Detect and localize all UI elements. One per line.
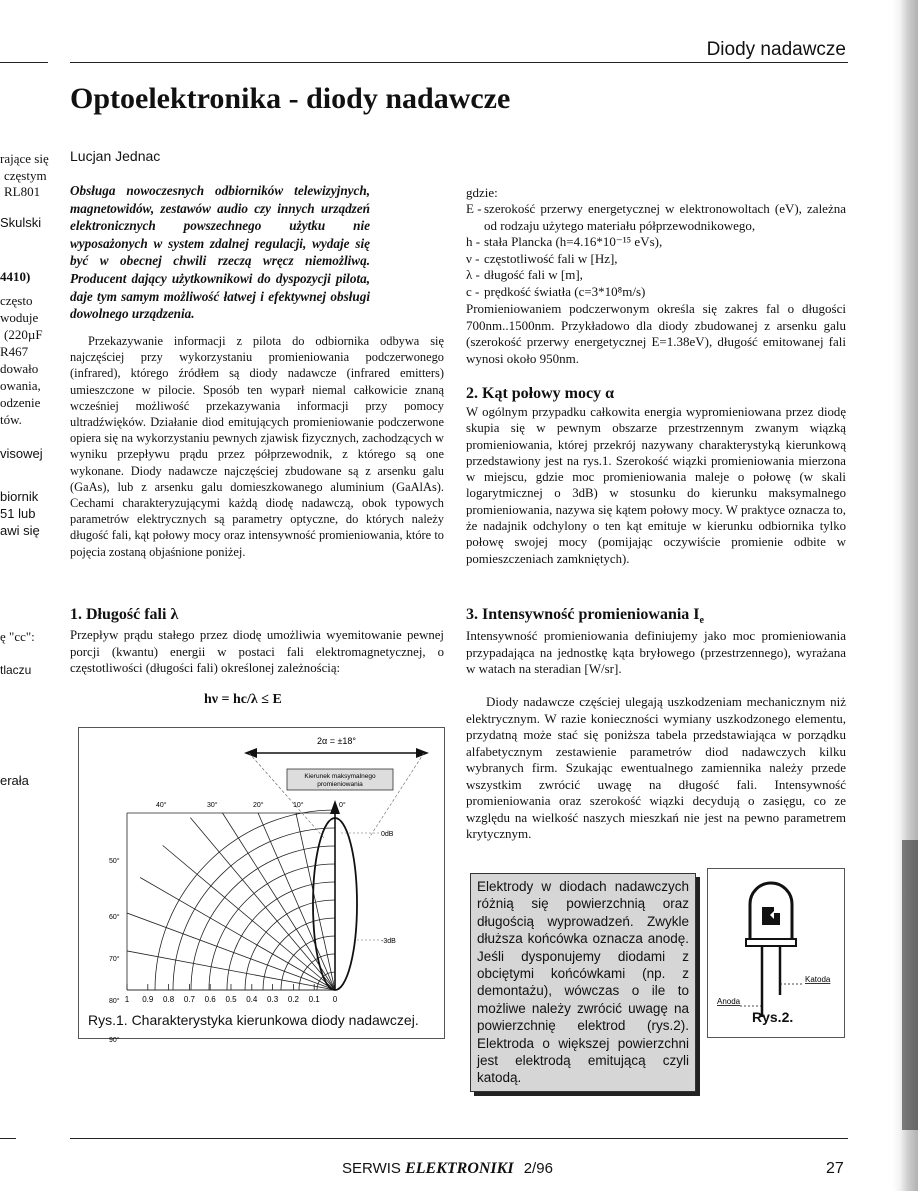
figure-1-caption: Rys.1. Charakterystyka kierunkowa diody nadawczej. [88,1012,419,1028]
max-direction-label-1: Kierunek maksymalnego [304,773,376,780]
symbol-h [466,234,846,251]
section-2-heading: 2. Kąt połowy mocy α [466,385,615,402]
symbol-key: E - [466,201,482,216]
footer-magazine-elektroniki: ELEKTRONIKI [405,1160,514,1177]
bottom-tick-label: 0.3 [267,995,279,1004]
directional-chart [79,728,444,1044]
section-3-title: 3. Intensywność promieniowania I [466,606,700,623]
max-direction-label-2: promieniowania [317,781,363,788]
margin-fragment: częstym [4,168,47,183]
margin-fragment: woduje [0,310,39,325]
symbol-c [466,284,846,301]
symbol-key: h - [466,234,481,249]
anode-label: Anoda [717,997,741,1006]
arrowhead-right-icon [416,748,429,758]
bottom-tick-label: 0 [332,995,338,1004]
bottom-tick-label: 0.2 [287,995,299,1004]
section-3-subscript: e [699,615,704,627]
bottom-tick-label: 0.6 [204,995,216,1004]
left-angle-label: 90° [109,1037,120,1044]
left-angle-label: 80° [109,998,120,1005]
section-3-text: Intensywność promieniowania definiujemy jako moc promieniowania przypadająca na jednostkę kąta bryłowego (przestrzennego), wyrażana w watach na steradian [W/sr]. [466,628,846,676]
footer-magazine-serwis: SERWIS [342,1160,406,1177]
margin-fragment: odzenie [0,395,41,410]
author: Lucjan Jednac [70,148,161,164]
diode-base [746,939,796,946]
section-2-text: W ogólnym przypadku całkowita energia wypromieniowana przez diodę skupia się w pewnym obszarze przestrzennym zwanym wiązką promieniowania, której przekrój nazywany charakterystyką kierunkową przedstawiony jest na rys.1. Szerokość wiązki promieniowania mierzona w miejscu, gdzie moc promieniowania maleje o połowę (w skali logarytmicznej o 3dB) w stosunku do kierunku maksymalnego promieniowania, nazywa się kątem połowy mocy. W praktyce oznacza to, że nadajnik odchylony o ten kąt emituje w kierunku odbiornika tylko połowę swojej mocy (pomijając oczywiście promienie odbite w pomieszczeniach zamkniętych). [466,405,846,566]
top-angle-label: 10° [293,802,304,809]
margin-fragment: (220µF [4,327,43,342]
section-3-text-2: Diody nadawcze częściej ulegają uszkodzeniam mechanicznym niż elektrycznym. W razie konieczności wymiany uszkodzonego elementu, przydatną może stać się poniższa tabela przedstawiająca w porządku alfabetycznym zestawienie parametrów diod nadawczych kilku wybranych firm. Szukając ewentualnego zamiennika należy przede wszystkim zwrócić uwagę na długość fali. Intensywność promieniowania oraz szerokość wiązki decydują o zasięgu, co ze względu na wielkość naszych mieszkań nie jest na pewno parametrem krytycznym. [466,694,846,841]
footer-issue: 2/96 [523,1160,553,1177]
margin-fragment: 51 lub [0,506,36,521]
margin-fragment: często [0,293,33,308]
tip-box: Elektrody w diodach nadawczych różnią się powierzchnią oraz długością wyprowadzeń. Zwykle dłuższa końcówka oznacza anodę. Jeśli dysponujemy diodami z obciętymi końcówkami (np. z demontażu), wówczas o ile to możliwe należy zwrócić uwagę na powierzchnię elektrod (rys.2). Elektroda o większej powierzchni jest elektrodą emitującą czyli katodą. [470,873,696,1092]
top-angle-label: 30° [207,802,218,809]
bottom-tick-label: 0.7 [183,995,195,1004]
header-rule-left [0,62,48,63]
margin-fragment: ę "cc": [0,629,35,644]
grid-radial [140,878,335,991]
intro-text: Przekazywanie informacji z pilota do odbiornika odbywa się najczęściej przy wykorzystaniu promieniowania podczerwonego (infrared), którego źródłem są diody nadawcze (infrared emitters) umieszczone w pilocie. Sposób ten wyparł niemal całkowicie znaną wcześniej możliwość przekazywania informacji przy pomocy ultradźwięków. Działanie diod emitujących promieniowanie podczerwone opiera się na wykorzystaniu pewnych zjawisk fizycznych, zachodzących w wyniku przepływu prądu przez półprzewodnik, z którego są one wykonane. Diody nadawcze najczęściej zbudowane są z arsenku galu (GaAs), lub z arsenku galu domieszkowanego aluminium (GaAlAs). Cechami charakteryzującymi każdą diodę nadawczą, obok typowych parametrów elektrycznych są parametry optyczne, do których należy długość fali, kąt połowy mocy oraz intensywność promieniowania, które to pojęcia zostaną objaśnione poniżej. [70,334,444,559]
symbol-desc: stała Plancka (h=4.16*10⁻¹⁵ eVs), [484,234,663,249]
page-number: 27 [826,1160,844,1177]
grid-arc [281,936,335,990]
grid-arc [227,882,335,990]
margin-fragment: R467 [0,344,29,359]
symbol-nu [466,251,846,268]
margin-fragment: erała [0,773,29,788]
bottom-tick-label: 0.1 [308,995,320,1004]
margin-fragment: rające się [0,151,49,166]
intro-paragraph [70,333,444,560]
formula: hν = hc/λ ≤ E [204,692,282,707]
where-label: gdzie: [466,185,498,200]
lead-paragraph: Obsługa nowoczesnych odbiorników telewizyjnych, magnetowidów, zestawów audio czy innych urządzeń elektronicznych powszechnego użytku nie wyposażonych w system zdalnej regulacji, wydaje się być w obecnej chwili rzeczą wręcz niemożliwą. Producent dający użytkownikowi do dyspozycji pilota, daje tym samym możliwość łatwej i efektywnej obsługi dowolnego urządzenia. [70,183,370,322]
top-angle-label: 40° [156,802,167,809]
left-angle-label: 50° [109,858,120,865]
bottom-tick-label: 0.8 [163,995,175,1004]
symbol-e [466,201,846,234]
beam-edge-right [369,753,424,838]
scan-edge-dark [902,840,918,1130]
cathode-label: Katoda [805,975,831,984]
label-0db: 0dB [381,831,394,838]
section-1-heading: 1. Długość fali λ [70,606,179,623]
margin-fragment: owania, [0,378,41,393]
footer-rule [70,1138,848,1139]
section-1-text: Przepływ prądu stałego przez diodę umożliwia wyemitowanie pewnej porcji (kwantu) energii w postaci fali elektromagnetycznej, o częstotliwości (długości fali) określonej zależnością: [70,628,444,675]
grid-radial [296,813,335,990]
symbol-key: ν - [466,250,480,266]
page-title: Optoelektronika - diody nadawcze [70,82,511,115]
angle-label: 2α = ±18° [317,736,357,746]
symbol-desc: szerokość przerwy energetycznej w elektronowoltach (eV), zależna od rodzaju użytego materiału półprzewodnikowego, [484,201,846,233]
grid-arc [209,864,335,990]
figure-2-caption: Rys.2. [752,1009,794,1025]
symbol-lambda [466,267,846,284]
label-3db: -3dB [381,938,396,945]
section-3-heading [466,606,704,626]
footer-rule-left [0,1138,16,1139]
margin-fragment: RL801 [4,184,41,199]
symbol-key: λ - [466,267,480,282]
margin-fragment: tlaczu [0,663,32,677]
arrowhead-left-icon [244,748,257,758]
top-angle-label: 20° [253,802,264,809]
symbol-desc: prędkość światła (c=3*10⁸m/s) [484,283,646,299]
top-angle-label: 0° [339,802,346,809]
beam-edge-left [249,753,324,838]
left-angle-label: 70° [109,956,120,963]
symbol-desc: częstotliwość fali w [Hz], [484,250,618,266]
margin-fragment: tów. [0,412,22,427]
grid-arc [173,828,335,990]
bottom-tick-label: 0.9 [142,995,154,1004]
grid-arc [155,810,335,990]
grid-radial [258,813,335,990]
margin-fragment: visowej [0,446,43,461]
header-rule [70,62,848,63]
margin-fragment: 4410) [0,269,31,284]
section-header: Diody nadawcze [706,39,846,60]
footer-magazine [342,1160,553,1178]
margin-fragment: biornik [0,489,39,504]
wavelength-range-text: Promieniowaniem podczerwonym określa się zakres fal o długości 700nm..1500nm. Przykładowo dla diody zbudowanej z arsenku galu (szerokość przerwy energetycznej E=1.38eV), długość emitowanej fali wynosi około 950nm. [466,301,846,366]
figure-2-frame [707,868,845,1038]
margin-fragment: Skulski [0,215,42,230]
symbol-list [466,201,846,300]
figure-1-frame [78,727,445,1044]
bottom-tick-label: 0.4 [246,995,258,1004]
bottom-tick-label: 0.5 [225,995,237,1004]
margin-fragment: awi się [0,523,40,538]
left-angle-label: 60° [109,914,120,921]
symbol-desc: długość fali w [m], [484,267,583,282]
symbol-key: c - [466,283,480,299]
margin-fragment: dowało [0,361,39,376]
bottom-tick-label: 1 [124,995,130,1004]
